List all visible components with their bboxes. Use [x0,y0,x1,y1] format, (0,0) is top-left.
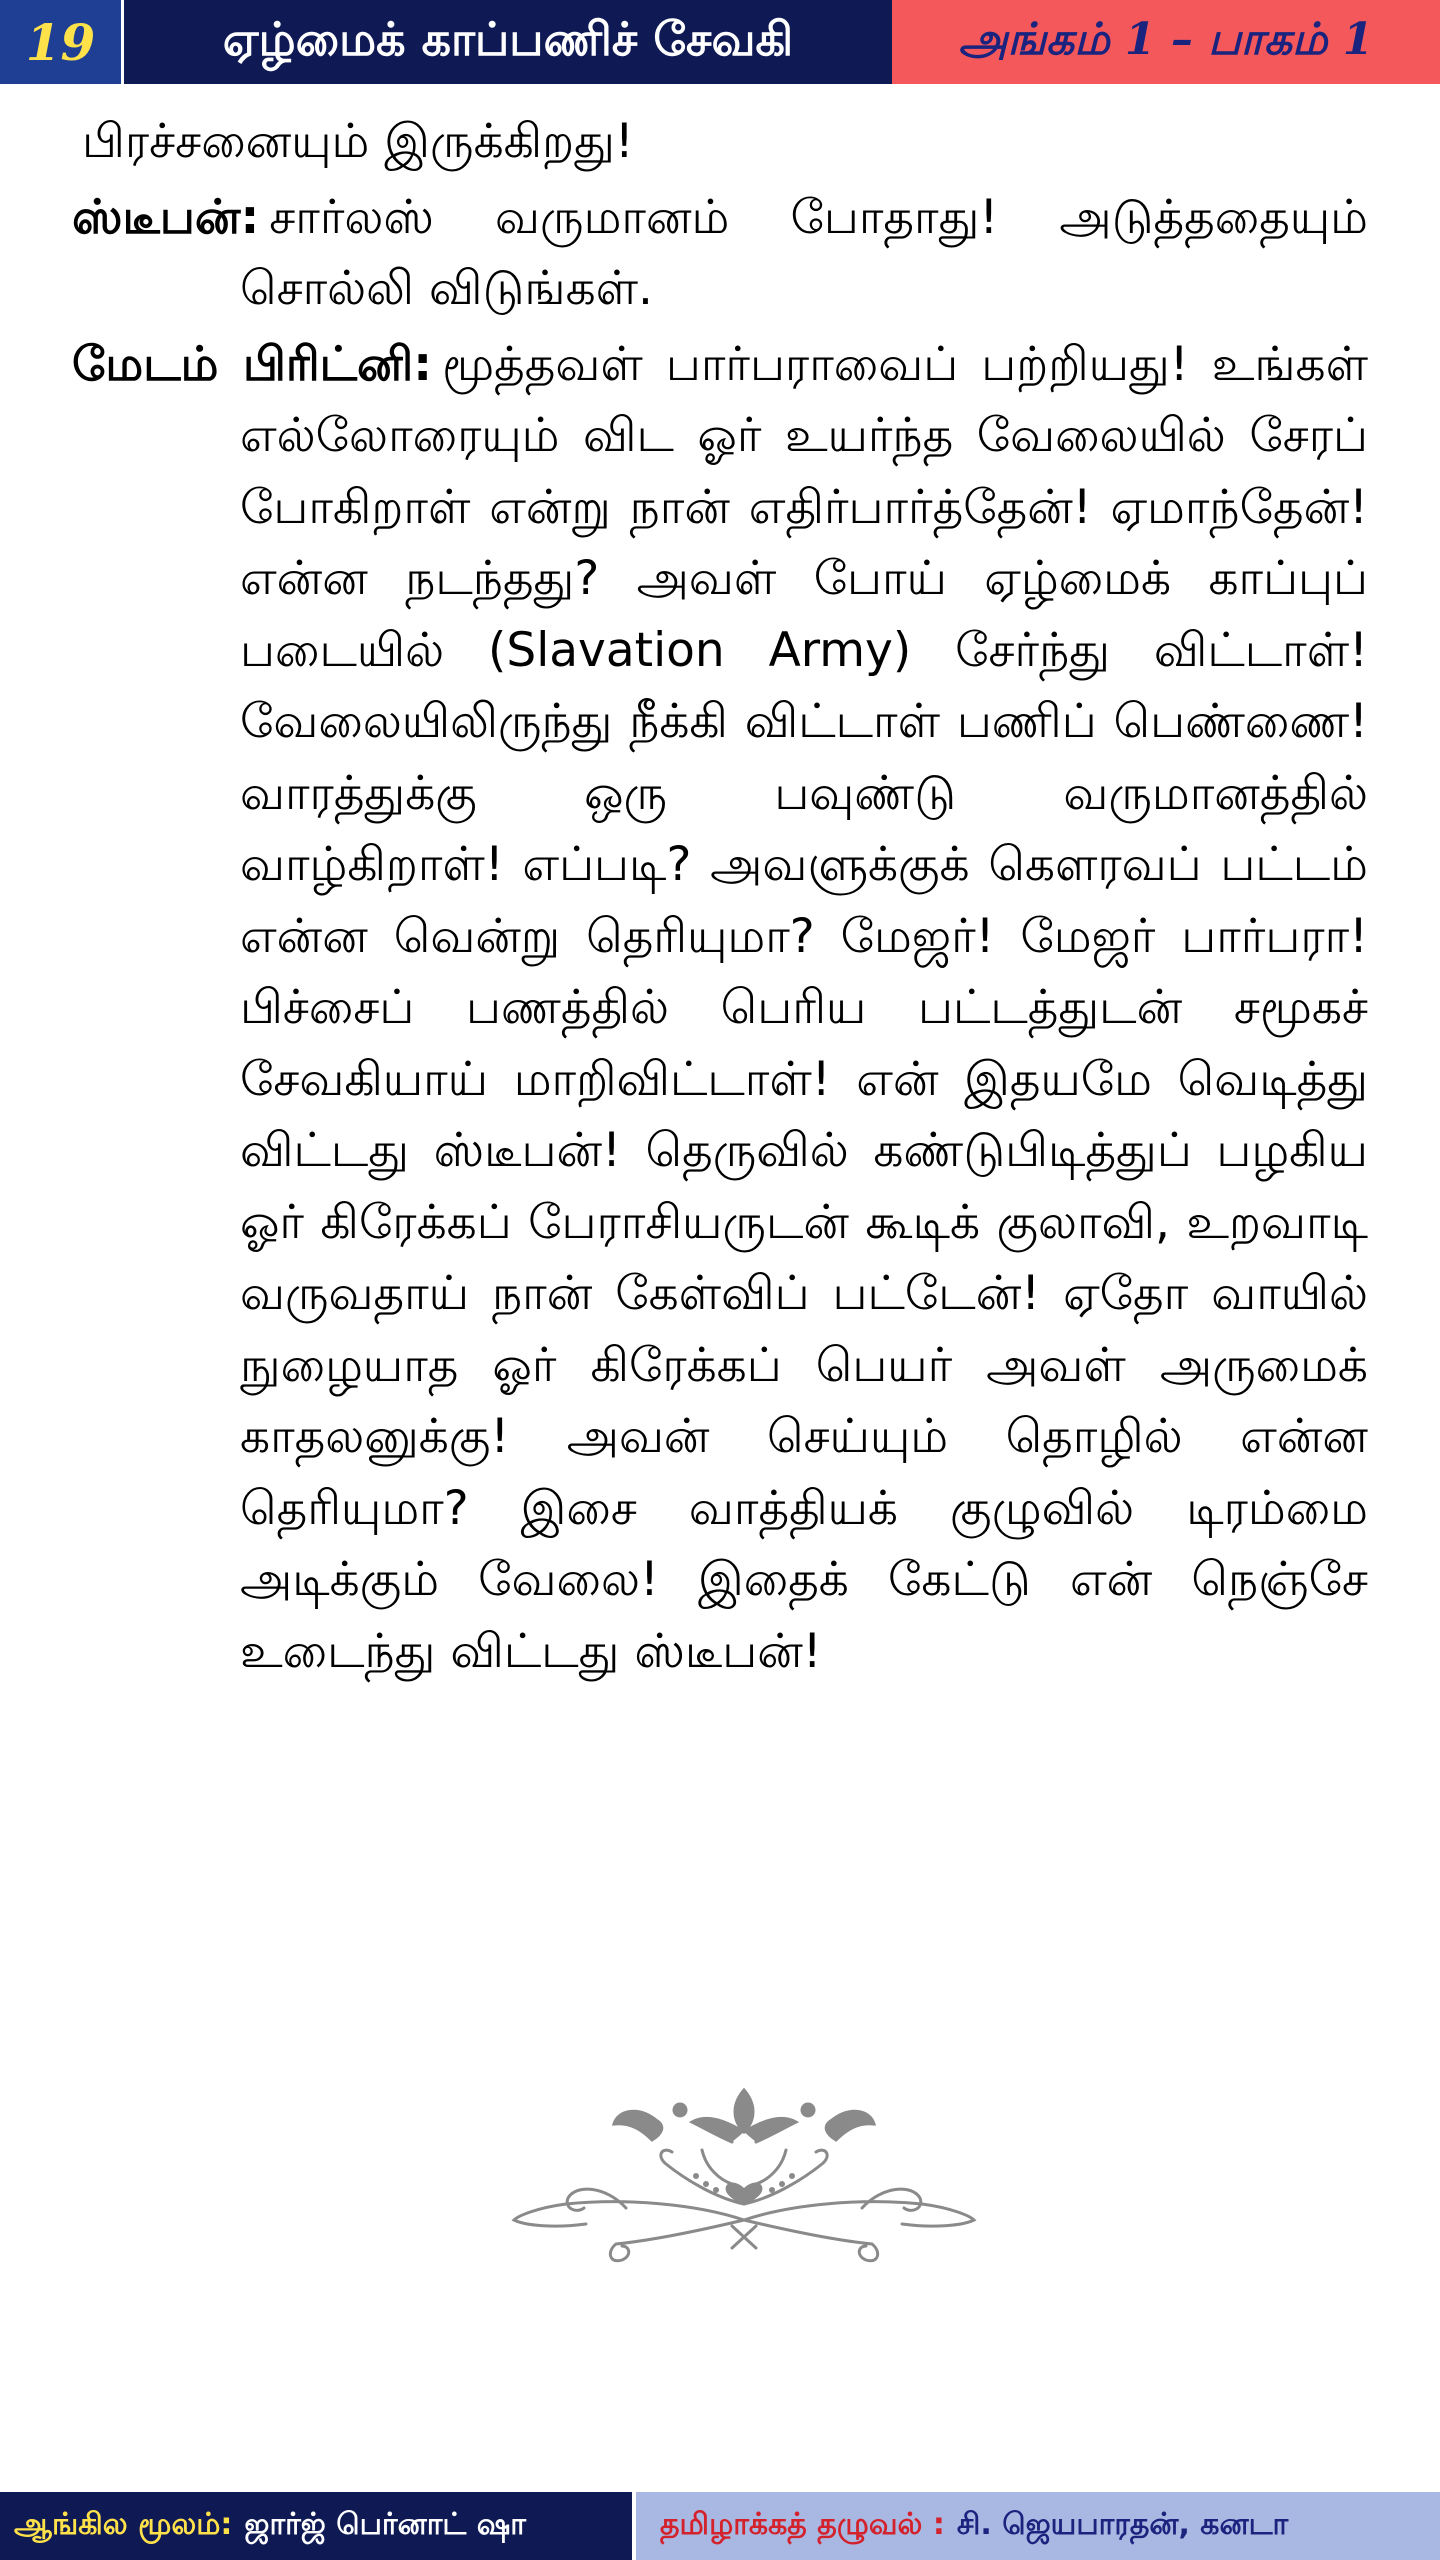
translator-name: சி. ஜெயபாரதன், கனடா [956,2506,1289,2542]
page-number: 19 [0,0,124,84]
page-header [0,0,1440,84]
floral-divider-icon [506,2080,982,2280]
dialogue-text: சார்லஸ் வருமானம் போதாது! அடுத்ததையும் சொல்லி விடுங்கள். [240,189,1368,316]
speaker-name: ஸ்டீபன்: [72,189,260,245]
translation-label: தமிழாக்கத் தழுவல் : [660,2506,945,2542]
dialogue-text: மூத்தவள் பார்பராவைப் பற்றியது! உங்கள் எல்லோரையும் விட ஓர் உயர்ந்த வேலையில் சேரப் போகிறாள் என்று நான் எதிர்பார்த்தேன்! ஏமாந்தேன்! என்ன நடந்தது? அவள் போய் ஏழ்மைக் காப்புப் படையில் (Slavation Army) சேர்ந்து விட்டாள்! வேலையிலிருந்து நீக்கி விட்டாள் பணிப் பெண்ணை! வாரத்துக்கு ஒரு பவுண்டு வருமானத்தில் வாழ்கிறாள்! எப்படி? அவளுக்குக் கௌரவப் பட்டம் என்ன வென்று தெரியுமா? மேஜர்! மேஜர் பார்பரா! பிச்சைப் பணத்தில் பெரிய பட்டத்துடன் சமூகச் சேவகியாய் மாறிவிட்டாள்! என் இதயமே வெடித்து விட்டது ஸ்டீபன்! தெருவில் கண்டுபிடித்துப் பழகிய ஓர் கிரேக்கப் பேராசியருடன் கூடிக் குலாவி, உறவாடி வருவதாய் நான் கேள்விப் பட்டேன்! ஏதோ வாயில் நுழையாத ஓர் கிரேக்கப் பெயர் அவள் அருமைக் காதலனுக்கு! அவன் செய்யும் தொழில் என்ன தெரியுமா? இசை வாத்தியக் குழுவில் டிரம்மை அடிக்கும் வேலை! இதைக் கேட்டு என் நெஞ்சே உடைந்து விட்டது ஸ்டீபன்! [240,336,1368,1679]
source-credit [0,2492,636,2560]
page-footer [0,2492,1440,2560]
dialogue-paragraph [72,182,1368,325]
act-scene-label: அங்கம் 1 – பாகம் 1 [892,0,1440,84]
book-title: ஏழ்மைக் காப்பணிச் சேவகி [124,0,892,84]
dialogue-body [72,106,1368,1691]
dialogue-paragraph [72,329,1368,1688]
source-label: ஆங்கில மூலம்: [14,2506,233,2542]
dialogue-text: பிரச்சனையும் இருக்கிறது! [82,114,634,169]
dialogue-paragraph [72,106,1368,178]
translation-credit [636,2492,1440,2560]
speaker-name: மேடம் பிரிட்னி: [72,336,433,392]
source-author: ஜார்ஜ் பெர்னாட் ஷா [244,2506,526,2542]
